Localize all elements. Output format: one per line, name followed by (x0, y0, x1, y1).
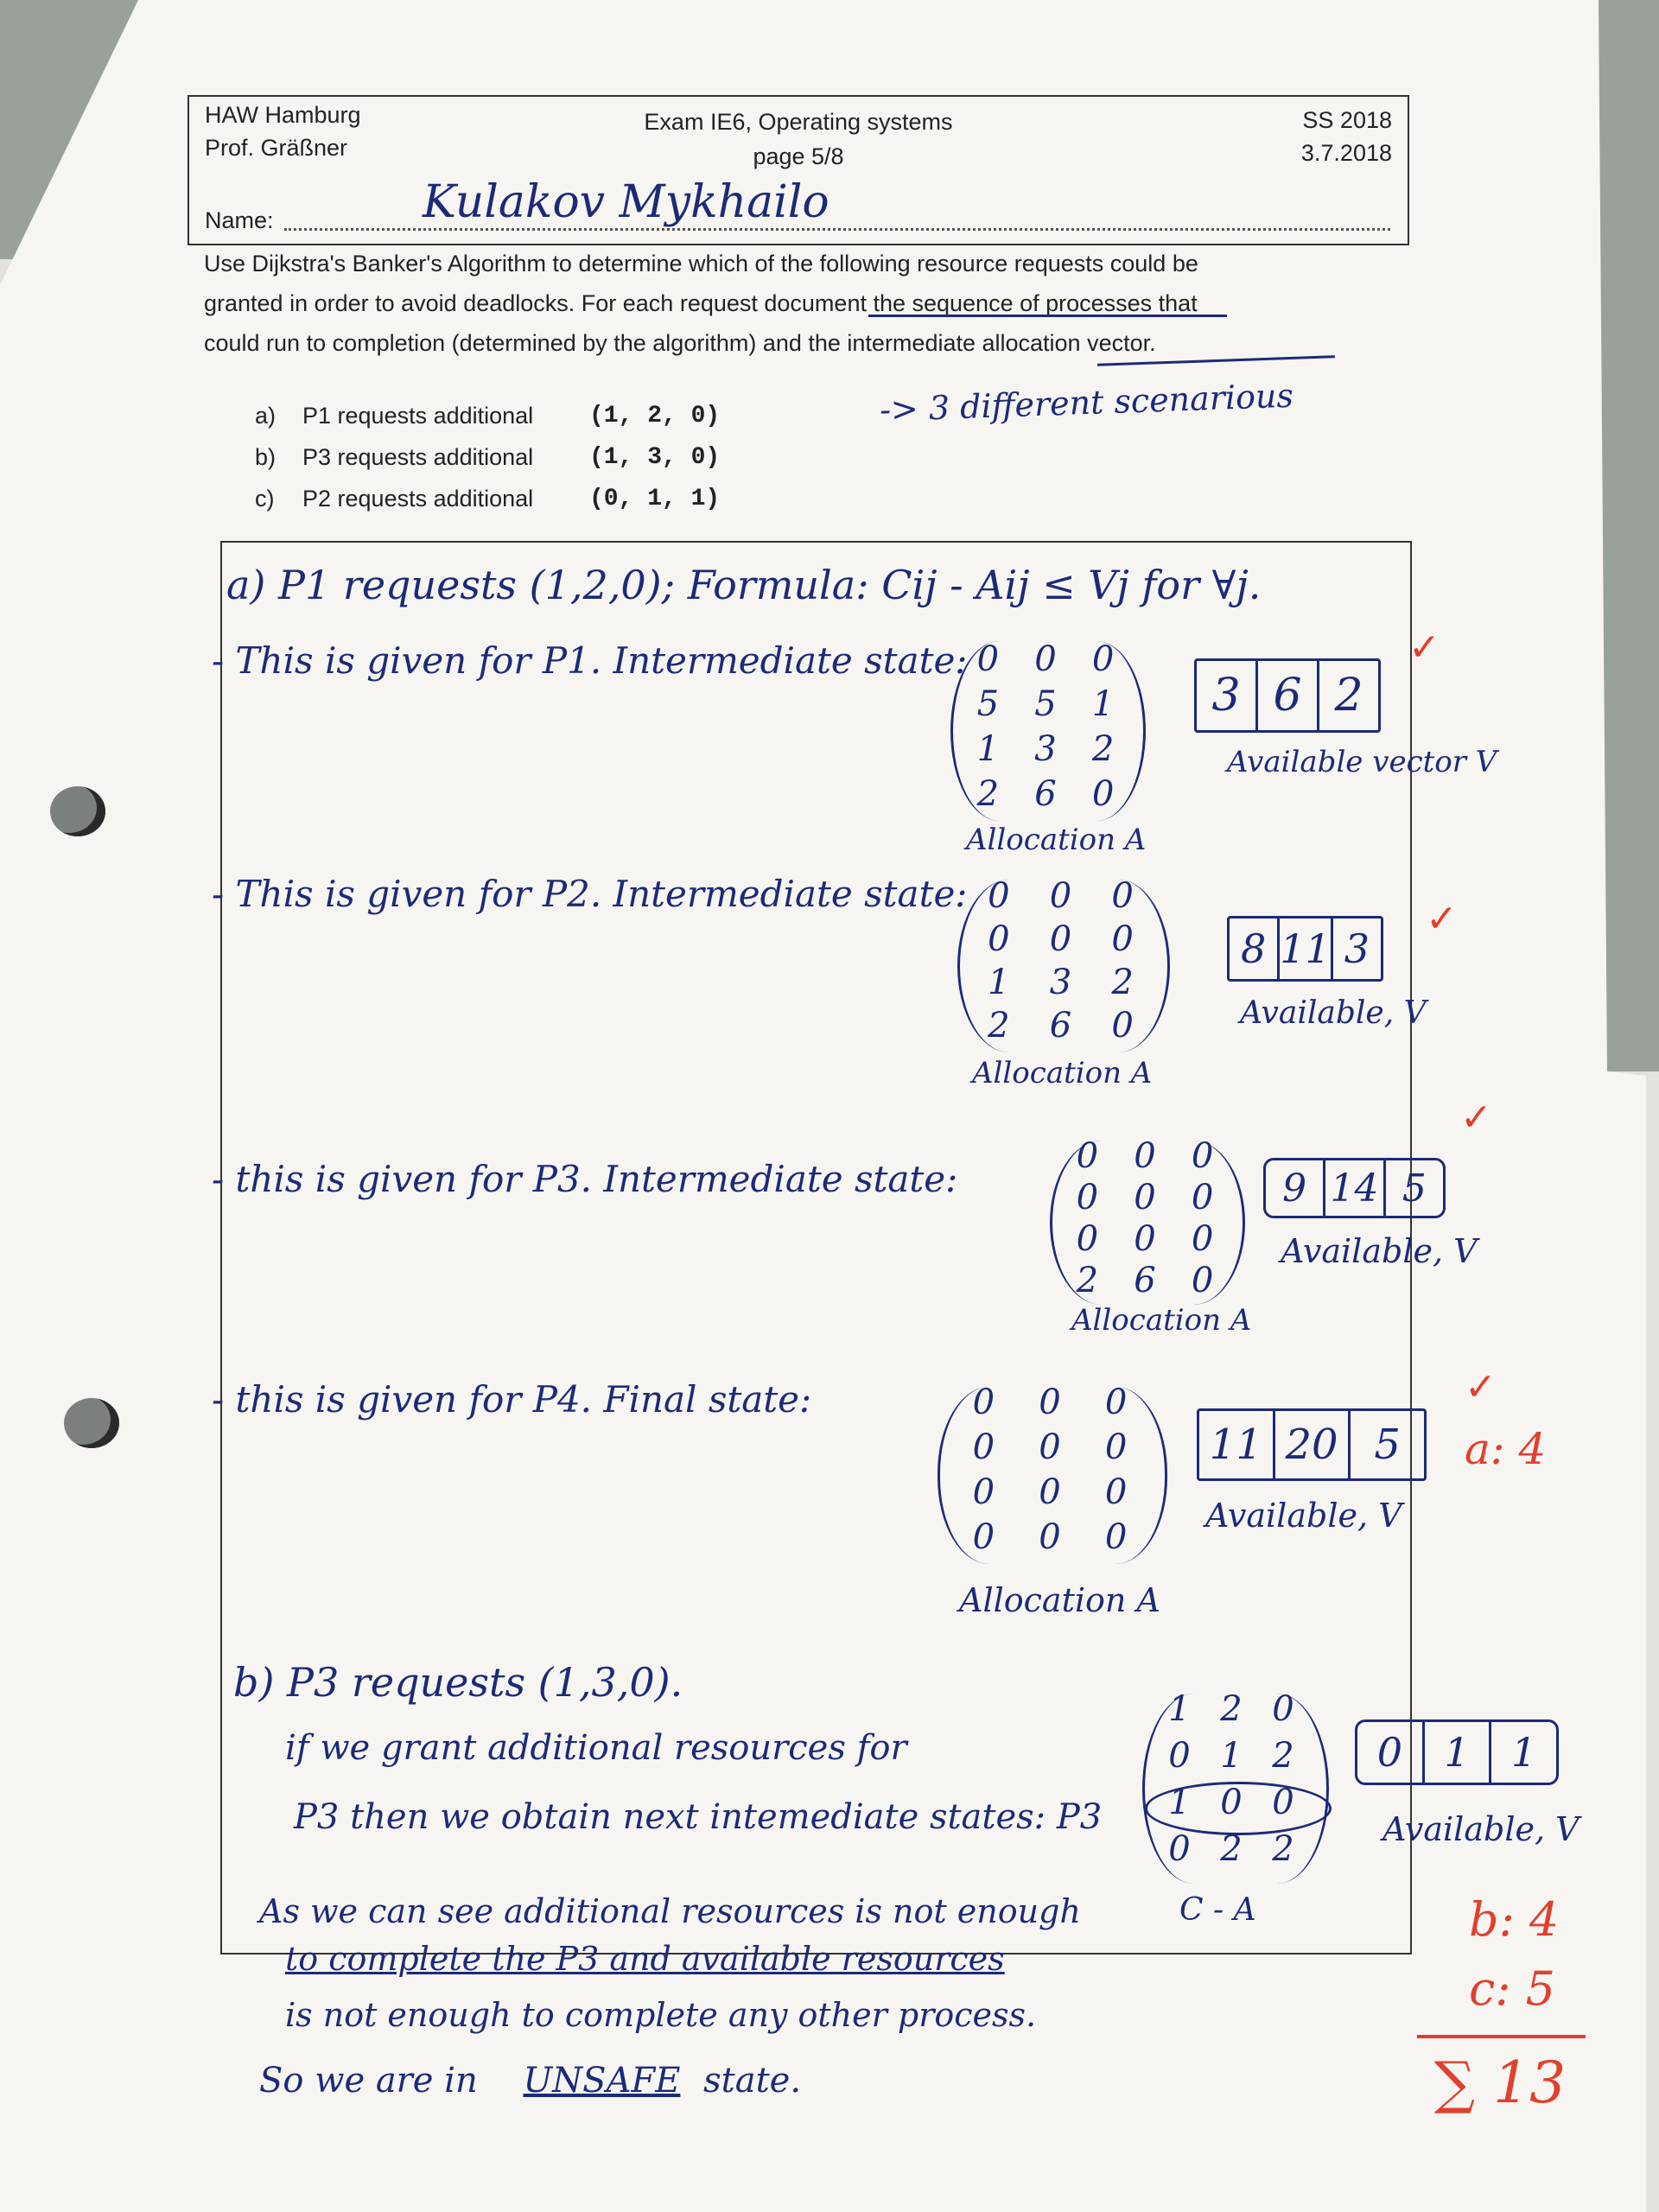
vector-cell: 3 (1197, 661, 1258, 730)
matrix-cell: 2 (1220, 1689, 1243, 1729)
conclusion-post: state. (703, 2061, 802, 2101)
available-vector-p3 (1263, 1158, 1446, 1218)
item-a-label: a) (255, 403, 276, 429)
institution: HAW Hamburg (205, 102, 361, 128)
vector-cell: 5 (1374, 1421, 1401, 1469)
matrix-cell: 0 (1191, 1261, 1214, 1300)
question-line-1: Use Dijkstra's Banker's Algorithm to determine which of the following resource requests could be (204, 251, 1198, 276)
vector-cell: 9 (1266, 1160, 1325, 1216)
matrix-cell: 0 (1220, 1783, 1243, 1822)
matrix-cell: 0 (1091, 774, 1115, 814)
allocation-matrix-p3 (1058, 1136, 1231, 1302)
matrix-cell: 6 (1034, 774, 1057, 814)
matrix-cell: 2 (1076, 1261, 1099, 1300)
matrix-cell: 6 (1049, 1006, 1072, 1046)
matrix-cell: 2 (1091, 729, 1115, 769)
question-line-3: could run to completion (determined by the algorithm) and the intermediate allocation vector. (204, 330, 1156, 356)
matrix-label-p4: Allocation A (959, 1581, 1160, 1619)
conclusion-line-3: is not enough to complete any other process. (285, 1996, 1037, 2034)
check-mark: ✓ (1408, 626, 1440, 669)
allocation-matrix-p1 (959, 639, 1132, 819)
score-b: b: 4 (1469, 1892, 1560, 1947)
vector-cell: 0 (1357, 1722, 1425, 1783)
matrix-cell: 0 (1049, 876, 1072, 916)
allocation-matrix-p2 (968, 876, 1154, 1049)
matrix-cell: 5 (976, 684, 1000, 724)
matrix-cell: 0 (1272, 1689, 1294, 1729)
matrix-cell: 2 (976, 774, 1000, 814)
matrix-cell: 0 (1076, 1178, 1099, 1217)
matrix-cell: 1 (1168, 1783, 1191, 1822)
exam-header (188, 95, 1409, 245)
matrix-cell: 0 (1076, 1219, 1099, 1259)
check-mark: ✓ (1460, 1096, 1492, 1139)
matrix-cell: 2 (1220, 1829, 1243, 1869)
matrix-cell: 2 (1272, 1736, 1294, 1776)
matrix-cell: 0 (1039, 1382, 1061, 1422)
part-a-heading: a) P1 requests (1,2,0); Formula: Cij - Aij ≤ Vj for ∀j. (226, 562, 1262, 608)
item-b-vector: (1, 3, 0) (589, 444, 721, 471)
vector-label-p2: Available, V (1240, 995, 1427, 1031)
conclusion-line-2: to complete the P3 and available resources (285, 1940, 1005, 1978)
vector-cell: 1 (1511, 1729, 1537, 1776)
exam-date: 3.7.2018 (1300, 140, 1392, 166)
vector-cell: 8 (1230, 918, 1280, 979)
item-b-text: P3 requests additional (302, 444, 534, 470)
available-vector-p1 (1194, 658, 1381, 733)
check-mark: ✓ (1465, 1366, 1497, 1408)
total-score: ∑ 13 (1434, 2050, 1567, 2116)
matrix-cell: 1 (976, 729, 1000, 769)
allocation-matrix-p4 (950, 1382, 1149, 1562)
step-p3-text: - this is given for P3. Intermediate state: (212, 1158, 958, 1200)
matrix-cell: 0 (1091, 639, 1115, 679)
matrix-cell: 0 (1168, 1736, 1191, 1776)
matrix-cell: 2 (988, 1006, 1010, 1046)
vector-cell: 11 (1280, 918, 1333, 979)
matrix-cell: 0 (1049, 919, 1072, 959)
unsafe-emphasis: UNSAFE (523, 2061, 681, 2101)
vector-cell: 3 (1344, 925, 1370, 972)
check-mark: ✓ (1426, 898, 1458, 940)
matrix-cell: 0 (1104, 1382, 1128, 1422)
matrix-label-p3: Allocation A (1071, 1303, 1252, 1338)
matrix-cell: 0 (988, 876, 1010, 916)
matrix-cell: 0 (1104, 1517, 1128, 1557)
matrix-label-p1: Allocation A (966, 823, 1147, 857)
vector-cell: 5 (1402, 1166, 1427, 1211)
item-a-text: P1 requests additional (302, 403, 534, 429)
matrix-cell: 2 (1272, 1829, 1294, 1869)
item-c-label: c) (255, 486, 275, 512)
score-c: c: 5 (1469, 1961, 1555, 2016)
vector-cell: 11 (1199, 1411, 1275, 1478)
page-number: page 5/8 (753, 143, 844, 169)
part-b-line-1: if we grant additional resources for (285, 1728, 907, 1768)
matrix-cell: 6 (1134, 1261, 1156, 1300)
row-highlight-ellipse (1145, 1782, 1332, 1835)
part-b-line-2: P3 then we obtain next intemediate states: P3 (294, 1797, 1103, 1837)
matrix-cell: 0 (1191, 1136, 1214, 1176)
name-label: Name: (205, 207, 274, 233)
matrix-cell: 5 (1034, 684, 1057, 724)
matrix-cell: 1 (988, 963, 1010, 1002)
question-line-2: granted in order to avoid deadlocks. For each request document the sequence of processes that (204, 290, 1198, 316)
matrix-cell: 0 (1039, 1427, 1061, 1467)
matrix-cell: 3 (1049, 963, 1072, 1002)
matrix-cell: 0 (1272, 1783, 1294, 1822)
matrix-cell: 0 (972, 1427, 995, 1467)
available-vector-b (1355, 1719, 1559, 1785)
matrix-cell: 0 (1034, 639, 1057, 679)
item-c-text: P2 requests additional (302, 486, 534, 512)
matrix-cell: 0 (1039, 1472, 1061, 1512)
matrix-cell: 0 (1104, 1427, 1128, 1467)
matrix-cell: 2 (1111, 963, 1134, 1002)
exam-title: Exam IE6, Operating systems (644, 109, 953, 135)
vector-cell: 14 (1325, 1160, 1385, 1216)
matrix-label-p2: Allocation A (972, 1056, 1153, 1090)
punch-hole-bottom (64, 1398, 119, 1448)
punch-hole-top (50, 786, 105, 836)
matrix-label-b: C - A (1179, 1892, 1256, 1928)
matrix-cell: 0 (1111, 919, 1134, 959)
matrix-cell: 0 (972, 1382, 995, 1422)
vector-cell: 6 (1258, 661, 1319, 730)
matrix-cell: 0 (1191, 1178, 1214, 1217)
matrix-cell: 3 (1034, 729, 1057, 769)
item-b-label: b) (255, 444, 276, 470)
matrix-cell: 0 (1191, 1219, 1214, 1259)
professor: Prof. Gräßner (205, 135, 348, 161)
matrix-cell: 0 (1076, 1136, 1099, 1176)
matrix-cell: 0 (972, 1472, 995, 1512)
part-b-heading: b) P3 requests (1,3,0). (233, 1659, 683, 1706)
step-p4-text: - this is given for P4. Final state: (212, 1378, 812, 1421)
sum-rule (1417, 2035, 1586, 2038)
vector-cell: 20 (1275, 1411, 1351, 1478)
vector-cell: 1 (1425, 1722, 1492, 1783)
matrix-cell: 0 (1134, 1136, 1156, 1176)
matrix-cell: 0 (1134, 1178, 1156, 1217)
underline-sequence (868, 315, 1227, 317)
available-vector-p4 (1197, 1408, 1427, 1481)
vector-label-b: Available, V (1382, 1810, 1580, 1848)
vector-label-p4: Available, V (1205, 1497, 1402, 1535)
margin-note: -> 3 different scenarious (879, 376, 1294, 429)
matrix-cell: 1 (1168, 1689, 1191, 1729)
matrix-cell: 0 (972, 1517, 995, 1557)
conclusion-pre: So we are in (259, 2061, 478, 2101)
matrix-cell: 0 (1168, 1829, 1191, 1869)
matrix-cell: 1 (1091, 684, 1115, 724)
matrix-cell: 0 (976, 639, 1000, 679)
item-c-vector: (0, 1, 1) (589, 486, 721, 512)
vector-cell: 2 (1334, 670, 1363, 721)
conclusion-line-1: As we can see additional resources is not enough (259, 1892, 1081, 1930)
step-p2-text: - This is given for P2. Intermediate state: (212, 873, 968, 915)
matrix-cell: 0 (1104, 1472, 1128, 1512)
score-a: a: 4 (1465, 1424, 1547, 1474)
matrix-cell: 0 (1039, 1517, 1061, 1557)
available-vector-p2 (1227, 916, 1383, 982)
matrix-cell: 0 (988, 919, 1010, 959)
student-name: Kulakov Mykhailo (423, 176, 830, 228)
vector-label-p3: Available, V (1281, 1232, 1478, 1270)
matrix-cell: 0 (1134, 1219, 1156, 1259)
name-line (284, 228, 1390, 231)
step-p1-text: - This is given for P1. Intermediate state: (212, 639, 968, 682)
matrix-cell: 1 (1220, 1736, 1243, 1776)
semester: SS 2018 (1302, 107, 1392, 133)
matrix-cell: 0 (1111, 876, 1134, 916)
item-a-vector: (1, 2, 0) (589, 403, 721, 429)
matrix-cell: 0 (1111, 1006, 1134, 1046)
conclusion-line-4 (259, 2061, 801, 2101)
vector-label-p1: Available vector V (1227, 745, 1497, 779)
